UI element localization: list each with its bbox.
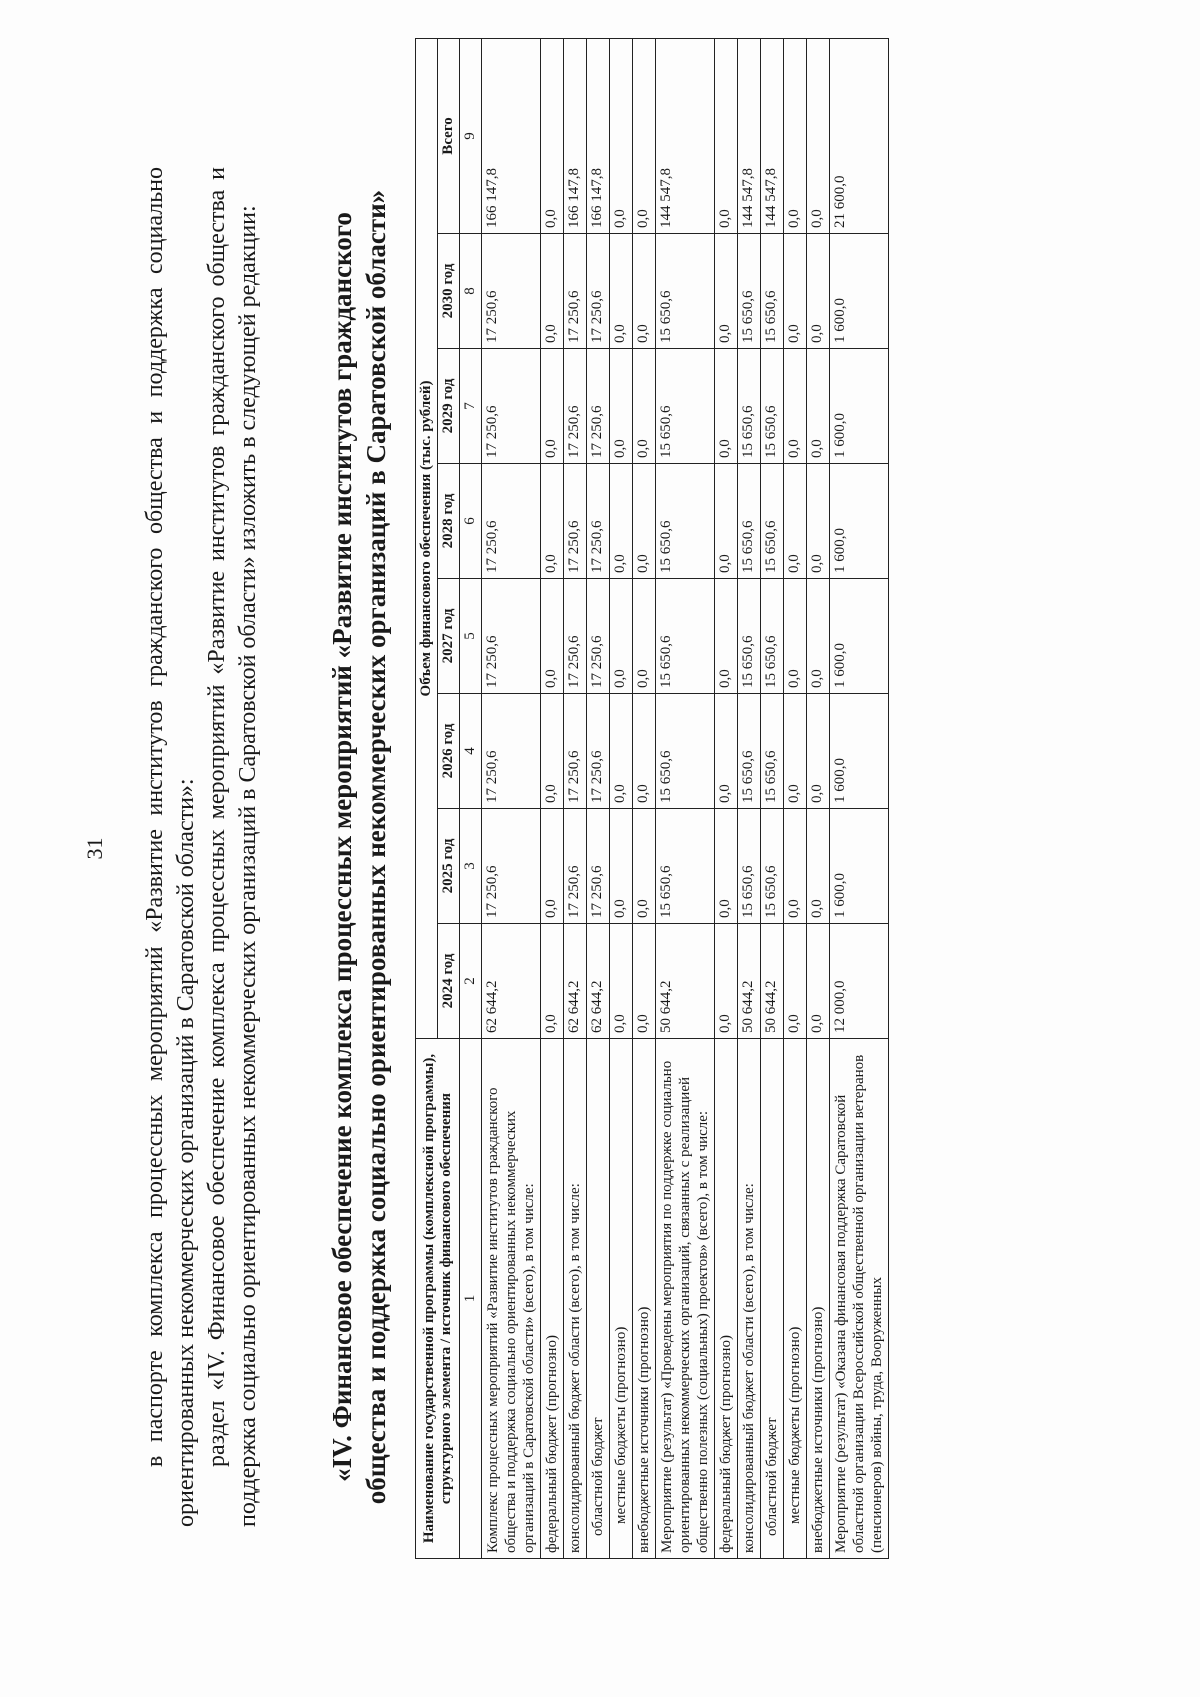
header-year: 2028 год [438, 464, 460, 579]
value-cell: 0,0 [610, 349, 633, 464]
value-cell: 1 600,0 [830, 579, 889, 694]
value-cell: 50 644,2 [738, 924, 761, 1039]
total-cell: 166 147,8 [587, 38, 610, 233]
header-total: Всего [438, 38, 460, 233]
value-cell: 1 600,0 [830, 464, 889, 579]
value-cell: 0,0 [541, 349, 564, 464]
value-cell: 17 250,6 [564, 464, 587, 579]
value-cell: 15 650,6 [738, 464, 761, 579]
table-row [587, 38, 610, 1558]
row-name-cell: областной бюджет [587, 1039, 610, 1559]
value-cell: 15 650,6 [738, 579, 761, 694]
total-cell: 144 547,8 [656, 38, 715, 233]
total-cell: 144 547,8 [761, 38, 784, 233]
value-cell: 0,0 [715, 234, 738, 349]
section-heading: «IV. Финансовое обеспечение комплекса процессных мероприятий «Развитие институтов гражданского общества и поддержка социально ориентированных некоммерческих организаций в Саратовской области» [327, 189, 391, 1505]
value-cell: 15 650,6 [738, 234, 761, 349]
value-cell: 0,0 [715, 809, 738, 924]
value-cell: 15 650,6 [656, 809, 715, 924]
total-cell: 144 547,8 [738, 38, 761, 233]
table-row [807, 38, 830, 1558]
table-row [715, 38, 738, 1558]
value-cell: 17 250,6 [482, 464, 541, 579]
value-cell: 0,0 [610, 809, 633, 924]
value-cell: 17 250,6 [564, 809, 587, 924]
total-cell: 0,0 [784, 38, 807, 233]
value-cell: 0,0 [807, 924, 830, 1039]
header-year: 2025 год [438, 809, 460, 924]
value-cell: 0,0 [541, 694, 564, 809]
header-year: 2030 год [438, 234, 460, 349]
value-cell: 0,0 [610, 464, 633, 579]
value-cell: 0,0 [784, 924, 807, 1039]
value-cell: 62 644,2 [587, 924, 610, 1039]
value-cell: 15 650,6 [656, 579, 715, 694]
column-number: 4 [460, 694, 482, 809]
value-cell: 15 650,6 [656, 464, 715, 579]
header-name: Наименование государственной программы (комплексной программы), структурного элемента / источник финансового обеспечения [416, 1039, 460, 1559]
value-cell: 0,0 [633, 694, 656, 809]
row-name-cell: внебюджетные источники (прогнозно) [633, 1039, 656, 1559]
value-cell: 0,0 [715, 694, 738, 809]
value-cell: 1 600,0 [830, 694, 889, 809]
value-cell: 0,0 [633, 809, 656, 924]
value-cell: 50 644,2 [656, 924, 715, 1039]
header-group: Объем финансового обеспечения (тыс. рублей) [416, 38, 438, 1038]
value-cell: 17 250,6 [587, 809, 610, 924]
total-cell: 0,0 [633, 38, 656, 233]
row-name-cell: Комплекс процессных мероприятий «Развитие институтов гражданского общества и поддержка социально ориентированных некоммерческих организаций в Саратовской области» (всего), в том числе: [482, 1039, 541, 1559]
table-row [482, 38, 541, 1558]
total-cell: 0,0 [541, 38, 564, 233]
header-year: 2027 год [438, 579, 460, 694]
value-cell: 0,0 [784, 579, 807, 694]
row-name-cell: федеральный бюджет (прогнозно) [541, 1039, 564, 1559]
value-cell: 0,0 [633, 349, 656, 464]
value-cell: 17 250,6 [587, 349, 610, 464]
value-cell: 0,0 [541, 464, 564, 579]
column-number: 7 [460, 349, 482, 464]
value-cell: 0,0 [633, 924, 656, 1039]
row-name-cell: Мероприятие (результат) «Проведены мероприятия по поддержке социально ориентированных некоммерческих организаций, связанных с реализацией общественно полезных (социальных) проектов» (всего), в том числе: [656, 1039, 715, 1559]
row-name-cell: местные бюджеты (прогнозно) [784, 1039, 807, 1559]
value-cell: 15 650,6 [761, 579, 784, 694]
column-number: 1 [460, 1039, 482, 1559]
table-row [738, 38, 761, 1558]
value-cell: 0,0 [541, 234, 564, 349]
value-cell: 17 250,6 [587, 234, 610, 349]
value-cell: 15 650,6 [738, 349, 761, 464]
header-row-numbers [460, 38, 482, 1558]
value-cell: 15 650,6 [761, 464, 784, 579]
value-cell: 15 650,6 [738, 809, 761, 924]
total-cell: 0,0 [610, 38, 633, 233]
value-cell: 17 250,6 [564, 349, 587, 464]
value-cell: 0,0 [784, 464, 807, 579]
row-name-cell: местные бюджеты (прогнозно) [610, 1039, 633, 1559]
intro-paragraph-2: раздел «IV. Финансовое обеспечение комплекса процессных мероприятий «Развитие институтов гражданского общества и поддержка социально ориентированных некоммерческих организаций в Саратовской области» изложить в следующей редакции: [204, 167, 261, 1527]
header-year: 2029 год [438, 349, 460, 464]
value-cell: 0,0 [784, 809, 807, 924]
value-cell: 0,0 [610, 924, 633, 1039]
value-cell: 1 600,0 [830, 349, 889, 464]
row-name-cell: областной бюджет [761, 1039, 784, 1559]
table-row [610, 38, 633, 1558]
total-cell: 0,0 [715, 38, 738, 233]
column-number: 9 [460, 38, 482, 233]
column-number: 2 [460, 924, 482, 1039]
value-cell: 15 650,6 [656, 234, 715, 349]
intro-paragraph-1: в паспорте комплекса процессных мероприятий «Развитие институтов гражданского общества и поддержка социально ориентированных некоммерческих организаций в Саратовской области»: [142, 167, 199, 1527]
value-cell: 0,0 [715, 924, 738, 1039]
value-cell: 17 250,6 [482, 809, 541, 924]
table-row [761, 38, 784, 1558]
value-cell: 0,0 [807, 694, 830, 809]
value-cell: 62 644,2 [482, 924, 541, 1039]
row-name-cell: внебюджетные источники (прогнозно) [807, 1039, 830, 1559]
value-cell: 1 600,0 [830, 234, 889, 349]
value-cell: 0,0 [633, 234, 656, 349]
value-cell: 15 650,6 [761, 234, 784, 349]
value-cell: 0,0 [715, 464, 738, 579]
value-cell: 0,0 [715, 349, 738, 464]
value-cell: 50 644,2 [761, 924, 784, 1039]
value-cell: 15 650,6 [656, 694, 715, 809]
value-cell: 0,0 [610, 694, 633, 809]
value-cell: 17 250,6 [482, 694, 541, 809]
table-row [830, 38, 889, 1558]
value-cell: 0,0 [807, 349, 830, 464]
table-row [784, 38, 807, 1558]
value-cell: 0,0 [807, 579, 830, 694]
value-cell: 17 250,6 [482, 349, 541, 464]
table-row [656, 38, 715, 1558]
value-cell: 17 250,6 [587, 579, 610, 694]
value-cell: 62 644,2 [564, 924, 587, 1039]
value-cell: 17 250,6 [564, 234, 587, 349]
value-cell: 0,0 [784, 349, 807, 464]
header-year: 2024 год [438, 924, 460, 1039]
value-cell: 0,0 [610, 579, 633, 694]
table-row [541, 38, 564, 1558]
row-name-cell: консолидированный бюджет области (всего), в том числе: [564, 1039, 587, 1559]
value-cell: 17 250,6 [564, 579, 587, 694]
value-cell: 1 600,0 [830, 809, 889, 924]
value-cell: 0,0 [715, 579, 738, 694]
page-number: 31 [82, 837, 107, 860]
header-row-group [416, 38, 438, 1558]
row-name-cell: Мероприятие (результат) «Оказана финансовая поддержка Саратовской областной организации Всероссийской общественной организации ветеранов (пенсионеров) войны, труда, Вооруженных [830, 1039, 889, 1559]
total-cell: 166 147,8 [482, 38, 541, 233]
row-name-cell: федеральный бюджет (прогнозно) [715, 1039, 738, 1559]
value-cell: 15 650,6 [656, 349, 715, 464]
value-cell: 0,0 [541, 924, 564, 1039]
value-cell: 17 250,6 [564, 694, 587, 809]
column-number: 8 [460, 234, 482, 349]
value-cell: 17 250,6 [587, 464, 610, 579]
total-cell: 21 600,0 [830, 38, 889, 233]
table-row [633, 38, 656, 1558]
value-cell: 0,0 [633, 464, 656, 579]
value-cell: 17 250,6 [482, 234, 541, 349]
total-cell: 0,0 [807, 38, 830, 233]
value-cell: 15 650,6 [761, 694, 784, 809]
value-cell: 0,0 [807, 809, 830, 924]
column-number: 3 [460, 809, 482, 924]
value-cell: 0,0 [541, 579, 564, 694]
table-row [564, 38, 587, 1558]
table-body [482, 38, 889, 1558]
column-number: 6 [460, 464, 482, 579]
value-cell: 0,0 [610, 234, 633, 349]
value-cell: 0,0 [541, 809, 564, 924]
intro-text [140, 167, 264, 1527]
value-cell: 17 250,6 [587, 694, 610, 809]
value-cell: 15 650,6 [738, 694, 761, 809]
column-number: 5 [460, 579, 482, 694]
header-year: 2026 год [438, 694, 460, 809]
row-name-cell: консолидированный бюджет области (всего), в том числе: [738, 1039, 761, 1559]
value-cell: 17 250,6 [482, 579, 541, 694]
value-cell: 0,0 [807, 464, 830, 579]
value-cell: 12 000,0 [830, 924, 889, 1039]
financing-table [415, 38, 889, 1559]
value-cell: 0,0 [784, 694, 807, 809]
value-cell: 0,0 [807, 234, 830, 349]
value-cell: 15 650,6 [761, 809, 784, 924]
value-cell: 0,0 [633, 579, 656, 694]
total-cell: 166 147,8 [564, 38, 587, 233]
value-cell: 0,0 [784, 234, 807, 349]
value-cell: 15 650,6 [761, 349, 784, 464]
